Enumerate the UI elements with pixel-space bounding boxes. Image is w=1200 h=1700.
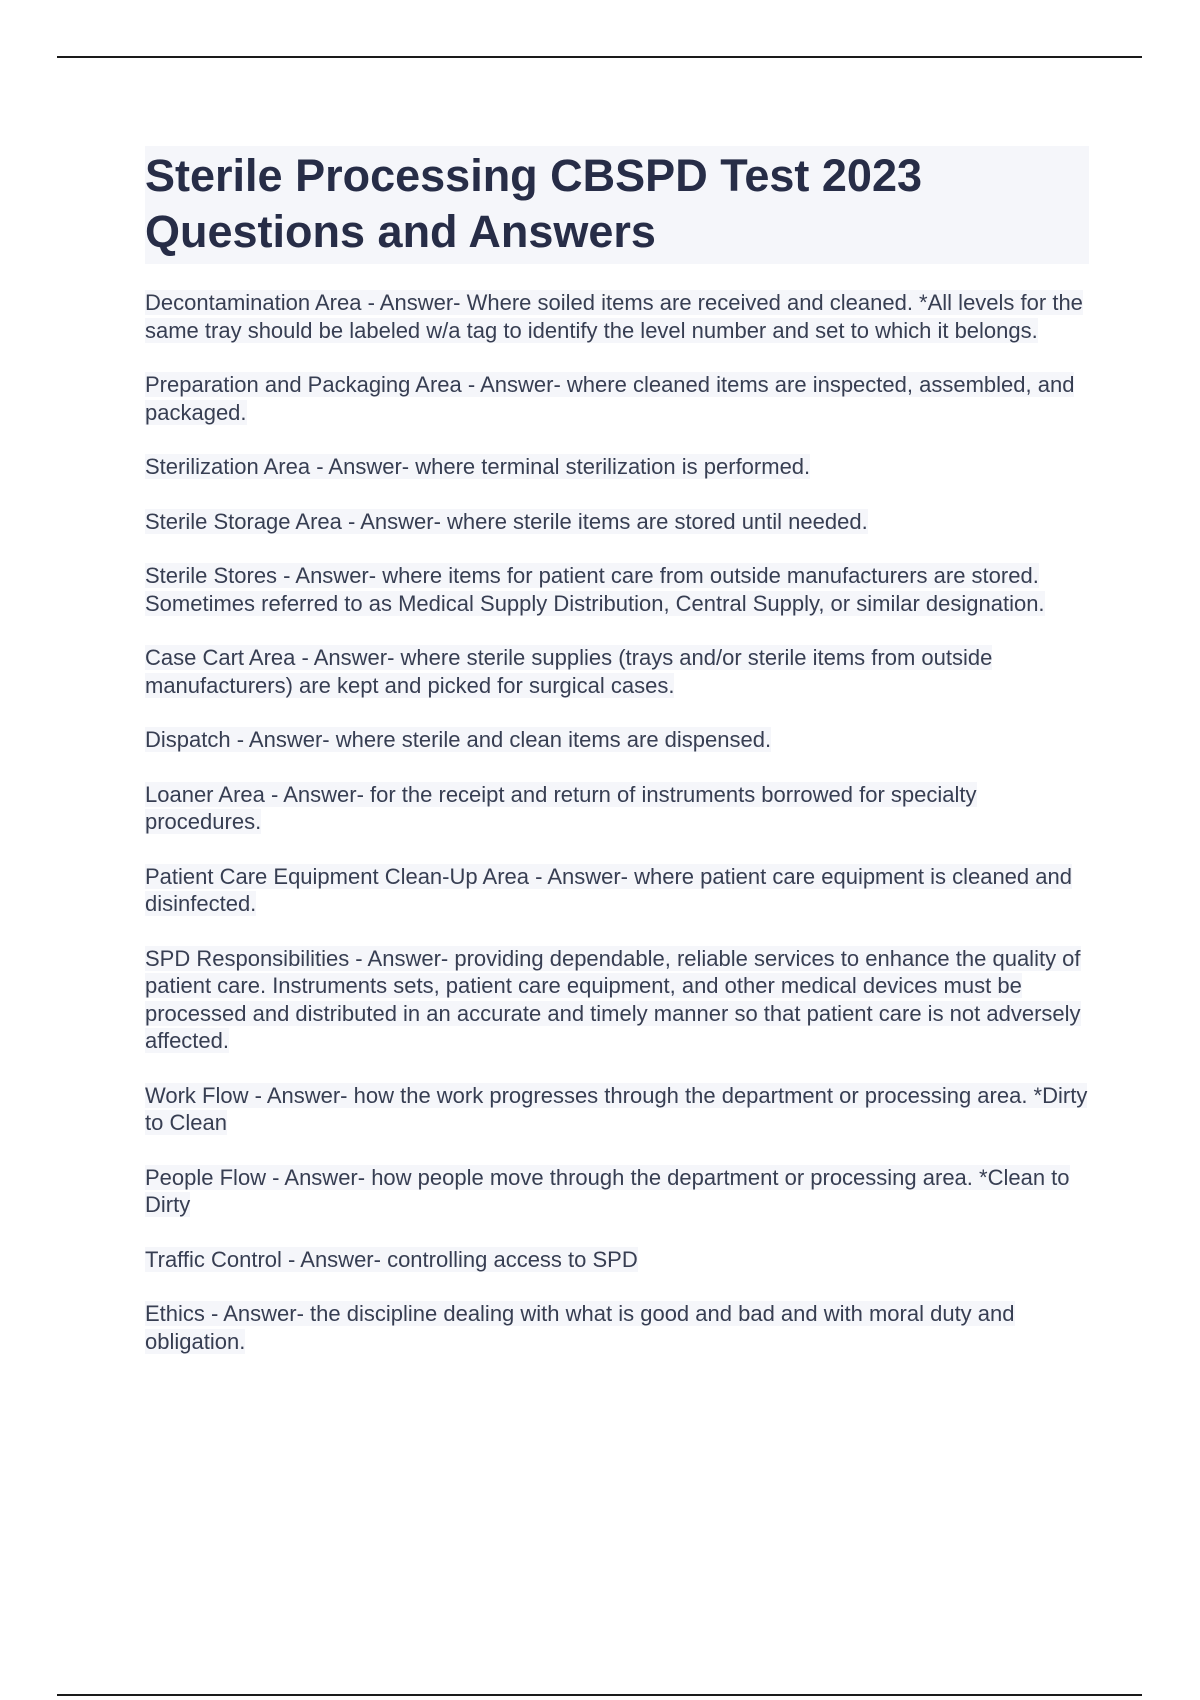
page-title — [145, 146, 1089, 264]
top-rule — [57, 56, 1142, 58]
qa-entry-text: Traffic Control - Answer- controlling access to SPD — [145, 1246, 638, 1272]
qa-entry — [145, 863, 1089, 918]
qa-entry — [145, 726, 1089, 754]
qa-entry-text: Sterile Storage Area - Answer- where sterile items are stored until needed. — [145, 508, 868, 534]
qa-entry — [145, 289, 1089, 344]
qa-entry-text: Loaner Area - Answer- for the receipt and return of instruments borrowed for specialty procedures. — [145, 781, 977, 834]
bottom-rule — [57, 1694, 1142, 1696]
qa-entry-text: Sterile Stores - Answer- where items for patient care from outside manufacturers are stored. Sometimes referred to as Medical Supply Distribution, Central Supply, or similar designation. — [145, 563, 1045, 616]
qa-entry — [145, 945, 1089, 1055]
qa-entry-text: Sterilization Area - Answer- where terminal sterilization is performed. — [145, 454, 811, 479]
title-line-1: Sterile Processing CBSPD Test 2023 — [145, 150, 922, 201]
qa-entry — [145, 1082, 1089, 1137]
qa-entry — [145, 562, 1089, 617]
qa-entry-text: Case Cart Area - Answer- where sterile supplies (trays and/or sterile items from outside manufacturers) are kept and picked for surgical cases. — [145, 645, 993, 698]
qa-entry-text: People Flow - Answer- how people move through the department or processing area. *Clean to Dirty — [145, 1164, 1070, 1217]
qa-entry — [145, 1246, 1089, 1274]
qa-entry-text: Preparation and Packaging Area - Answer- where cleaned items are inspected, assembled, and packaged. — [145, 372, 1075, 425]
qa-entry — [145, 453, 1089, 481]
qa-entry — [145, 1164, 1089, 1219]
qa-entry-text: Decontamination Area - Answer- Where soiled items are received and cleaned. *All levels for the same tray should be labeled w/a tag to identify the level number and set to which it belongs. — [145, 290, 1083, 343]
qa-entry-text: Ethics - Answer- the discipline dealing with what is good and bad and with moral duty and obligation. — [145, 1301, 1015, 1354]
qa-entry — [145, 508, 1089, 536]
qa-entry-text: Work Flow - Answer- how the work progresses through the department or processing area. *Dirty to Clean — [145, 1082, 1088, 1135]
document-body — [145, 146, 1089, 1382]
qa-entry — [145, 1300, 1089, 1355]
qa-entry — [145, 371, 1089, 426]
title-line-2: Questions and Answers — [145, 206, 656, 257]
qa-entry-text: Patient Care Equipment Clean-Up Area - Answer- where patient care equipment is cleaned and disinfected. — [145, 863, 1072, 916]
qa-entry — [145, 644, 1089, 699]
qa-entry-text: Dispatch - Answer- where sterile and clean items are dispensed. — [145, 727, 772, 752]
qa-entry-text: SPD Responsibilities - Answer- providing dependable, reliable services to enhance the quality of patient care. Instruments sets, patient care equipment, and other medical devices must be processed and distributed in an accurate and timely manner so that patient care is not adversely affected. — [145, 945, 1081, 1053]
qa-entry — [145, 781, 1089, 836]
